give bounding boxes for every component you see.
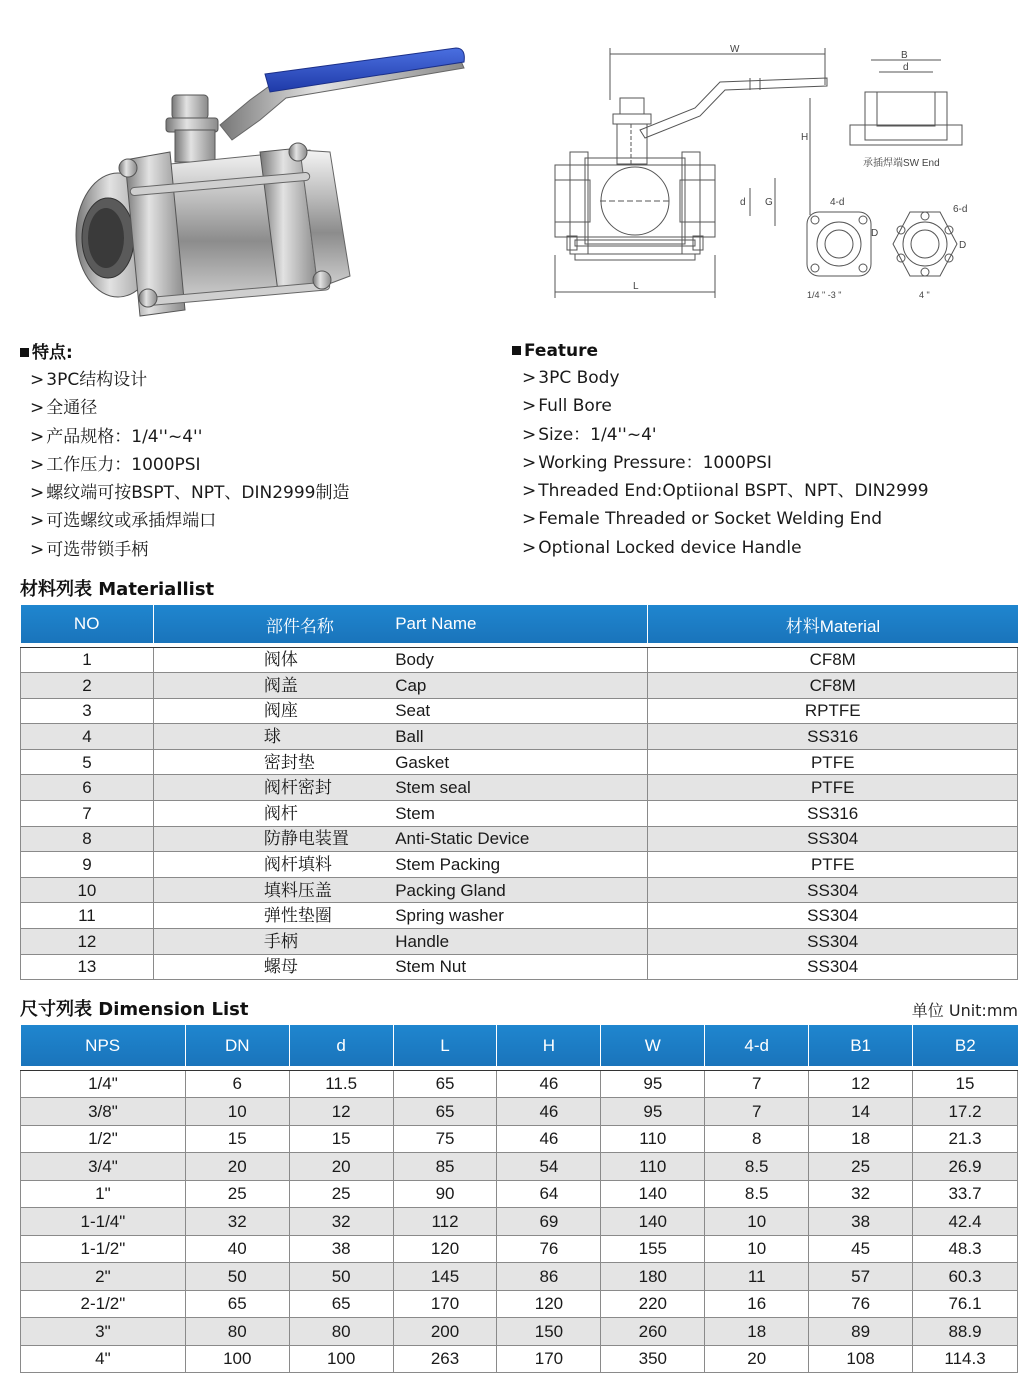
table-cell: 54 <box>497 1153 601 1181</box>
table-cell: 120 <box>497 1290 601 1318</box>
cell-part-cn: 螺母 <box>153 954 395 980</box>
table-cell: 95 <box>601 1098 705 1126</box>
table-cell: 1/2" <box>21 1125 186 1153</box>
table-cell: 45 <box>809 1235 913 1263</box>
list-item: > Threaded End:Optiional BSPT、NPT、DIN2999 <box>522 481 929 502</box>
square-bullet-icon <box>20 348 29 357</box>
table-cell: 65 <box>393 1070 497 1098</box>
cell-material: CF8M <box>648 647 1018 673</box>
table-cell: 170 <box>497 1345 601 1373</box>
header-dn: DN <box>185 1025 289 1066</box>
table-cell: 3/8" <box>21 1098 186 1126</box>
table-cell: 1/4" <box>21 1070 186 1098</box>
valve-dimension-drawing <box>545 40 985 310</box>
table-row <box>21 1235 1018 1263</box>
features-en-list <box>512 364 929 562</box>
square-bullet-icon <box>512 346 521 355</box>
table-row <box>21 877 1018 903</box>
table-cell: 33.7 <box>913 1180 1018 1208</box>
header-part-en: Part Name <box>395 605 648 643</box>
table-cell: 1-1/2" <box>21 1235 186 1263</box>
table-cell: 145 <box>393 1263 497 1291</box>
table-cell: 260 <box>601 1318 705 1346</box>
table-row <box>21 903 1018 929</box>
header-4-d: 4-d <box>705 1025 809 1066</box>
table-cell: 42.4 <box>913 1208 1018 1236</box>
cell-material: SS304 <box>648 954 1018 980</box>
table-cell: 32 <box>809 1180 913 1208</box>
table-cell: 6 <box>185 1070 289 1098</box>
cell-material: SS316 <box>648 724 1018 750</box>
table-cell: 8 <box>705 1125 809 1153</box>
table-cell: 15 <box>913 1070 1018 1098</box>
table-cell: 4" <box>21 1345 186 1373</box>
table-cell: 86 <box>497 1263 601 1291</box>
drawing-size-small: 1/4 " -3 " <box>807 290 842 300</box>
cell-part-cn: 填料压盖 <box>153 877 395 903</box>
table-cell: 140 <box>601 1180 705 1208</box>
list-item: > Working Pressure：1000PSI <box>522 452 772 473</box>
table-row <box>21 1125 1018 1153</box>
list-item: > 可选螺纹或承插焊端口 <box>30 511 217 532</box>
cell-no: 10 <box>21 877 154 903</box>
list-item: > 产品规格：1/4''~4'' <box>30 426 203 447</box>
features-en-title: Feature <box>512 338 929 364</box>
table-cell: 76.1 <box>913 1290 1018 1318</box>
table-row <box>21 852 1018 878</box>
cell-part-en: Stem <box>395 801 648 827</box>
table-row <box>21 826 1018 852</box>
list-item: > Full Bore <box>522 396 612 417</box>
table-cell: 40 <box>185 1235 289 1263</box>
cell-part-cn: 阀杆填料 <box>153 852 395 878</box>
table-cell: 1-1/4" <box>21 1208 186 1236</box>
sw-end-caption: 承插焊端SW End <box>863 158 940 169</box>
cell-part-cn: 弹性垫圈 <box>153 903 395 929</box>
list-item: > 螺纹端可按BSPT、NPT、DIN2999制造 <box>30 483 350 504</box>
table-cell: 140 <box>601 1208 705 1236</box>
material-table <box>20 605 1018 980</box>
cell-no: 12 <box>21 929 154 955</box>
cell-no: 13 <box>21 954 154 980</box>
table-row <box>21 749 1018 775</box>
list-item: > 可选带锁手柄 <box>30 539 149 560</box>
table-cell: 38 <box>289 1235 393 1263</box>
table-cell: 26.9 <box>913 1153 1018 1181</box>
drawing-label-w: W <box>730 44 740 55</box>
table-cell: 350 <box>601 1345 705 1373</box>
features-english <box>512 338 929 562</box>
table-row <box>21 673 1018 699</box>
cell-part-cn: 手柄 <box>153 929 395 955</box>
table-cell: 12 <box>289 1098 393 1126</box>
table-cell: 75 <box>393 1125 497 1153</box>
cell-no: 1 <box>21 647 154 673</box>
table-cell: 85 <box>393 1153 497 1181</box>
table-cell: 10 <box>185 1098 289 1126</box>
table-cell: 95 <box>601 1070 705 1098</box>
cell-part-en: Ball <box>395 724 648 750</box>
table-cell: 180 <box>601 1263 705 1291</box>
table-cell: 18 <box>809 1125 913 1153</box>
drawing-label-b: B <box>901 50 908 61</box>
cell-part-cn: 密封垫 <box>153 749 395 775</box>
header-l: L <box>393 1025 497 1066</box>
list-item: > Female Threaded or Socket Welding End <box>522 509 883 530</box>
table-cell: 88.9 <box>913 1318 1018 1346</box>
table-cell: 3" <box>21 1318 186 1346</box>
header-nps: NPS <box>21 1025 186 1066</box>
features-chinese <box>20 340 349 564</box>
table-cell: 100 <box>185 1345 289 1373</box>
table-cell: 64 <box>497 1180 601 1208</box>
table-row <box>21 775 1018 801</box>
table-row <box>21 1263 1018 1291</box>
table-cell: 120 <box>393 1235 497 1263</box>
cell-part-cn: 防静电装置 <box>153 826 395 852</box>
table-row <box>21 1070 1018 1098</box>
table-cell: 32 <box>289 1208 393 1236</box>
cell-material: CF8M <box>648 673 1018 699</box>
cell-part-en: Spring washer <box>395 903 648 929</box>
cell-part-en: Handle <box>395 929 648 955</box>
cell-material: RPTFE <box>648 698 1018 724</box>
table-row <box>21 1290 1018 1318</box>
table-cell: 21.3 <box>913 1125 1018 1153</box>
cell-material: PTFE <box>648 852 1018 878</box>
table-cell: 8.5 <box>705 1153 809 1181</box>
table-cell: 112 <box>393 1208 497 1236</box>
table-cell: 17.2 <box>913 1098 1018 1126</box>
table-cell: 18 <box>705 1318 809 1346</box>
table-cell: 57 <box>809 1263 913 1291</box>
table-cell: 11.5 <box>289 1070 393 1098</box>
cell-no: 6 <box>21 775 154 801</box>
table-cell: 114.3 <box>913 1345 1018 1373</box>
table-cell: 220 <box>601 1290 705 1318</box>
table-cell: 170 <box>393 1290 497 1318</box>
features-cn-title: 特点: <box>20 340 349 366</box>
table-cell: 263 <box>393 1345 497 1373</box>
header-w: W <box>601 1025 705 1066</box>
cell-part-en: Packing Gland <box>395 877 648 903</box>
cell-part-en: Seat <box>395 698 648 724</box>
features-cn-list <box>20 366 349 564</box>
drawing-size-large: 4 " <box>919 290 930 300</box>
table-cell: 60.3 <box>913 1263 1018 1291</box>
cell-material: SS304 <box>648 929 1018 955</box>
table-cell: 100 <box>289 1345 393 1373</box>
table-cell: 32 <box>185 1208 289 1236</box>
table-cell: 8.5 <box>705 1180 809 1208</box>
table-cell: 16 <box>705 1290 809 1318</box>
header-material: 材料Material <box>648 605 1018 643</box>
dimension-table-header <box>21 1025 1018 1066</box>
table-cell: 110 <box>601 1125 705 1153</box>
dimension-table <box>20 1025 1018 1373</box>
table-cell: 10 <box>705 1208 809 1236</box>
cell-no: 4 <box>21 724 154 750</box>
list-item: > 3PC Body <box>522 368 620 388</box>
table-row <box>21 1318 1018 1346</box>
drawing-label-6d: 6-d <box>953 204 968 215</box>
cell-material: SS304 <box>648 877 1018 903</box>
cell-material: SS316 <box>648 801 1018 827</box>
table-cell: 65 <box>393 1098 497 1126</box>
table-row <box>21 1208 1018 1236</box>
cell-part-en: Body <box>395 647 648 673</box>
cell-material: PTFE <box>648 749 1018 775</box>
material-table-header <box>21 605 1018 643</box>
list-item: > Optional Locked device Handle <box>522 537 802 558</box>
table-row <box>21 954 1018 980</box>
drawing-label-g: G <box>765 197 773 208</box>
ball-valve-photo <box>60 40 480 325</box>
drawing-label-d2: d <box>903 62 909 73</box>
cell-part-en: Anti-Static Device <box>395 826 648 852</box>
table-cell: 38 <box>809 1208 913 1236</box>
table-cell: 2" <box>21 1263 186 1291</box>
table-cell: 50 <box>289 1263 393 1291</box>
table-row <box>21 1180 1018 1208</box>
table-cell: 65 <box>185 1290 289 1318</box>
header-b1: B1 <box>809 1025 913 1066</box>
cell-material: PTFE <box>648 775 1018 801</box>
table-row <box>21 698 1018 724</box>
cell-part-cn: 阀盖 <box>153 673 395 699</box>
table-cell: 155 <box>601 1235 705 1263</box>
header-no: NO <box>21 605 154 643</box>
table-row <box>21 1153 1018 1181</box>
table-cell: 200 <box>393 1318 497 1346</box>
cell-no: 7 <box>21 801 154 827</box>
header-b2: B2 <box>913 1025 1018 1066</box>
drawing-label-l: L <box>633 281 639 292</box>
cell-material: SS304 <box>648 903 1018 929</box>
table-cell: 10 <box>705 1235 809 1263</box>
table-cell: 80 <box>289 1318 393 1346</box>
drawing-label-h: H <box>801 132 809 143</box>
table-cell: 25 <box>809 1153 913 1181</box>
drawing-label-d-flange-2: D <box>959 240 967 251</box>
cell-part-en: Stem Nut <box>395 954 648 980</box>
dimension-list-title: 尺寸列表 Dimension List <box>20 999 249 1020</box>
drawing-label-d: d <box>740 197 746 208</box>
list-item: > 全通径 <box>30 398 98 419</box>
table-cell: 108 <box>809 1345 913 1373</box>
table-row <box>21 1345 1018 1373</box>
table-row <box>21 929 1018 955</box>
table-cell: 25 <box>289 1180 393 1208</box>
cell-part-cn: 阀杆 <box>153 801 395 827</box>
cell-part-cn: 球 <box>153 724 395 750</box>
table-cell: 12 <box>809 1070 913 1098</box>
cell-no: 3 <box>21 698 154 724</box>
table-cell: 76 <box>809 1290 913 1318</box>
table-cell: 20 <box>185 1153 289 1181</box>
table-cell: 25 <box>185 1180 289 1208</box>
table-cell: 89 <box>809 1318 913 1346</box>
list-item: > Size：1/4''~4' <box>522 424 657 445</box>
list-item: > 工作压力：1000PSI <box>30 454 201 475</box>
table-cell: 46 <box>497 1098 601 1126</box>
table-cell: 65 <box>289 1290 393 1318</box>
table-cell: 90 <box>393 1180 497 1208</box>
table-cell: 50 <box>185 1263 289 1291</box>
table-cell: 20 <box>705 1345 809 1373</box>
drawing-label-4d: 4-d <box>830 197 845 208</box>
table-cell: 20 <box>289 1153 393 1181</box>
table-row <box>21 801 1018 827</box>
table-cell: 11 <box>705 1263 809 1291</box>
table-cell: 150 <box>497 1318 601 1346</box>
table-row <box>21 724 1018 750</box>
table-cell: 15 <box>289 1125 393 1153</box>
table-cell: 2-1/2" <box>21 1290 186 1318</box>
table-cell: 1" <box>21 1180 186 1208</box>
cell-no: 8 <box>21 826 154 852</box>
table-cell: 3/4" <box>21 1153 186 1181</box>
cell-material: SS304 <box>648 826 1018 852</box>
list-item: > 3PC结构设计 <box>30 370 148 390</box>
cell-no: 5 <box>21 749 154 775</box>
cell-part-en: Stem seal <box>395 775 648 801</box>
table-cell: 80 <box>185 1318 289 1346</box>
table-row <box>21 1098 1018 1126</box>
material-list-title: 材料列表 Materiallist <box>20 579 215 600</box>
header-h: H <box>497 1025 601 1066</box>
table-cell: 7 <box>705 1098 809 1126</box>
table-row <box>21 647 1018 673</box>
cell-no: 9 <box>21 852 154 878</box>
table-cell: 46 <box>497 1070 601 1098</box>
cell-part-cn: 阀座 <box>153 698 395 724</box>
table-cell: 7 <box>705 1070 809 1098</box>
cell-part-cn: 阀杆密封 <box>153 775 395 801</box>
cell-part-en: Cap <box>395 673 648 699</box>
cell-part-en: Stem Packing <box>395 852 648 878</box>
cell-no: 11 <box>21 903 154 929</box>
table-cell: 46 <box>497 1125 601 1153</box>
cell-no: 2 <box>21 673 154 699</box>
cell-part-en: Gasket <box>395 749 648 775</box>
table-cell: 14 <box>809 1098 913 1126</box>
table-cell: 110 <box>601 1153 705 1181</box>
header-part-cn: 部件名称 <box>153 605 395 643</box>
unit-label: 单位 Unit:mm <box>911 1001 1018 1020</box>
header-d: d <box>289 1025 393 1066</box>
table-cell: 76 <box>497 1235 601 1263</box>
table-cell: 48.3 <box>913 1235 1018 1263</box>
cell-part-cn: 阀体 <box>153 647 395 673</box>
drawing-label-d-flange-1: D <box>871 228 879 239</box>
table-cell: 69 <box>497 1208 601 1236</box>
table-cell: 15 <box>185 1125 289 1153</box>
